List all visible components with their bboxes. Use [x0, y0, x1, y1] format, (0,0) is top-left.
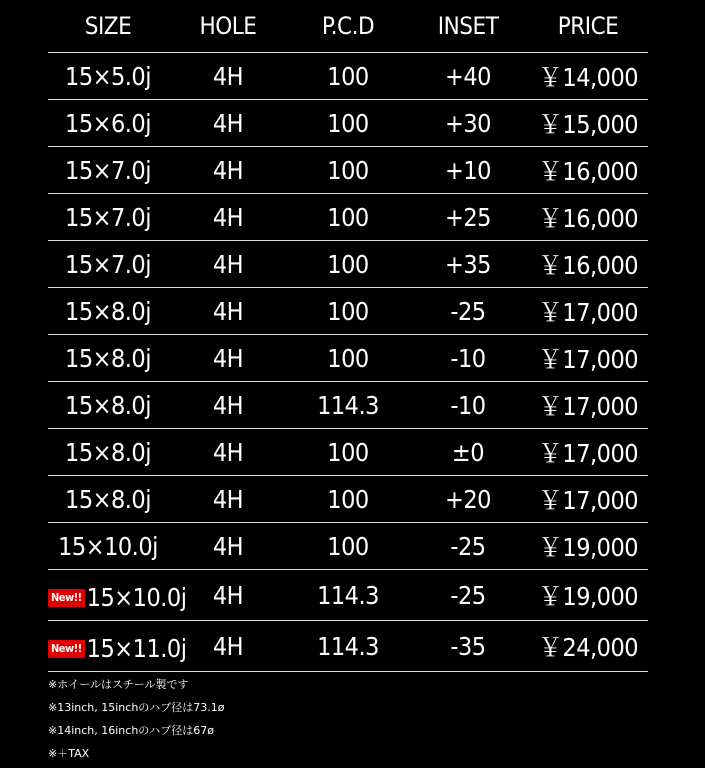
cell-hole: 4H: [212, 390, 244, 420]
header-inset: INSET: [437, 12, 499, 40]
table-row: [48, 570, 648, 621]
cell-pcd: 100: [327, 249, 369, 279]
cell-size: [48, 485, 168, 514]
cell-size: [48, 109, 168, 138]
size-wrap: [65, 297, 151, 326]
cell-inset: +30: [445, 108, 491, 138]
table-header-row: [48, 0, 648, 53]
table-row: [48, 194, 648, 241]
cell-inset: +10: [445, 155, 491, 185]
size-text: 15×8.0j: [65, 390, 151, 420]
size-text: 15×5.0j: [65, 61, 151, 91]
size-text: 15×10.0j: [58, 531, 158, 561]
cell-inset: +35: [445, 249, 491, 279]
header-size: SIZE: [84, 12, 132, 40]
notes: [48, 676, 225, 768]
cell-size: [48, 62, 168, 91]
cell-inset: +25: [445, 202, 491, 232]
cell-price: ￥17,000: [537, 392, 639, 421]
cell-price: ￥17,000: [537, 345, 639, 374]
size-wrap: [65, 156, 151, 185]
cell-hole: 4H: [212, 484, 244, 514]
size-text: 15×8.0j: [65, 343, 151, 373]
table-row: [48, 53, 648, 100]
note-line: ※ホイールはスチール製です: [48, 678, 189, 691]
table-row: [48, 476, 648, 523]
size-text: 15×6.0j: [65, 108, 151, 138]
table-row: [48, 241, 648, 288]
size-wrap: [65, 485, 151, 514]
size-text: 15×10.0j: [86, 583, 187, 613]
cell-hole: 4H: [212, 155, 244, 185]
cell-price: ￥16,000: [537, 251, 639, 280]
table-row: [48, 335, 648, 382]
size-text: 15×8.0j: [65, 296, 151, 326]
cell-inset: +20: [445, 484, 491, 514]
size-wrap: [65, 62, 151, 91]
note-line: ※13inch, 15inchのハブ径は73.1ø: [48, 701, 225, 714]
table-row: [48, 523, 648, 570]
cell-pcd: 114.3: [317, 631, 379, 661]
size-wrap: [65, 109, 151, 138]
header-pcd: P.C.D: [321, 12, 375, 40]
cell-size: [48, 578, 187, 613]
cell-pcd: 100: [327, 531, 369, 561]
size-wrap: [48, 583, 186, 612]
size-wrap: [48, 634, 186, 663]
cell-price: ￥17,000: [537, 298, 639, 327]
size-wrap: [65, 391, 151, 420]
cell-size: [48, 203, 168, 232]
cell-pcd: 100: [327, 437, 369, 467]
size-wrap: [65, 203, 151, 232]
cell-hole: 4H: [212, 531, 244, 561]
cell-size: [48, 344, 168, 373]
table-row: [48, 288, 648, 335]
cell-inset: -25: [450, 531, 486, 561]
size-wrap: [65, 438, 151, 467]
cell-price: ￥16,000: [537, 157, 639, 186]
header-hole: HOLE: [199, 12, 257, 40]
cell-size: [48, 297, 168, 326]
cell-size: [48, 629, 187, 664]
cell-pcd: 100: [327, 296, 369, 326]
cell-pcd: 100: [327, 108, 369, 138]
cell-price: ￥17,000: [537, 486, 639, 515]
cell-size: [48, 438, 168, 467]
wheel-spec-table: [48, 0, 648, 672]
cell-hole: 4H: [212, 249, 244, 279]
cell-inset: -25: [450, 296, 486, 326]
cell-pcd: 114.3: [317, 390, 379, 420]
cell-price: ￥15,000: [537, 110, 639, 139]
note-line: ※＋TAX: [48, 747, 90, 760]
table-row: [48, 147, 648, 194]
cell-pcd: 114.3: [317, 580, 379, 610]
cell-pcd: 100: [327, 484, 369, 514]
size-text: 15×11.0j: [86, 634, 187, 664]
size-text: 15×7.0j: [65, 155, 151, 185]
cell-size: [48, 156, 168, 185]
cell-price: ￥16,000: [537, 204, 639, 233]
new-badge: New!!: [48, 589, 85, 607]
cell-hole: 4H: [212, 108, 244, 138]
size-text: 15×7.0j: [65, 202, 151, 232]
cell-size: [48, 250, 168, 279]
cell-size: [48, 391, 168, 420]
cell-hole: 4H: [212, 296, 244, 326]
note-line: ※14inch, 16inchのハブ径は67ø: [48, 724, 215, 737]
cell-inset: -35: [450, 631, 486, 661]
cell-pcd: 100: [327, 202, 369, 232]
cell-pcd: 100: [327, 61, 369, 91]
cell-price: ￥24,000: [537, 633, 639, 662]
cell-price: ￥17,000: [537, 439, 639, 468]
table-body: [48, 53, 648, 672]
cell-price: ￥14,000: [537, 63, 639, 92]
cell-size: [48, 532, 168, 561]
cell-price: ￥19,000: [537, 582, 639, 611]
cell-pcd: 100: [327, 343, 369, 373]
cell-inset: -10: [450, 390, 486, 420]
new-badge: New!!: [48, 640, 85, 658]
cell-hole: 4H: [212, 202, 244, 232]
size-text: 15×8.0j: [65, 437, 151, 467]
size-wrap: [65, 344, 151, 373]
cell-hole: 4H: [212, 343, 244, 373]
table-row: [48, 382, 648, 429]
cell-inset: -25: [450, 580, 486, 610]
size-wrap: [65, 250, 151, 279]
cell-hole: 4H: [212, 580, 244, 610]
cell-inset: +40: [445, 61, 491, 91]
cell-inset: ±0: [451, 437, 485, 467]
cell-hole: 4H: [212, 437, 244, 467]
cell-hole: 4H: [212, 61, 244, 91]
table-row: [48, 621, 648, 672]
cell-hole: 4H: [212, 631, 244, 661]
table-row: [48, 429, 648, 476]
size-text: 15×8.0j: [65, 484, 151, 514]
cell-price: ￥19,000: [537, 533, 639, 562]
header-price: PRICE: [557, 12, 619, 40]
size-wrap: [58, 532, 158, 561]
table-row: [48, 100, 648, 147]
cell-inset: -10: [450, 343, 486, 373]
size-text: 15×7.0j: [65, 249, 151, 279]
cell-pcd: 100: [327, 155, 369, 185]
